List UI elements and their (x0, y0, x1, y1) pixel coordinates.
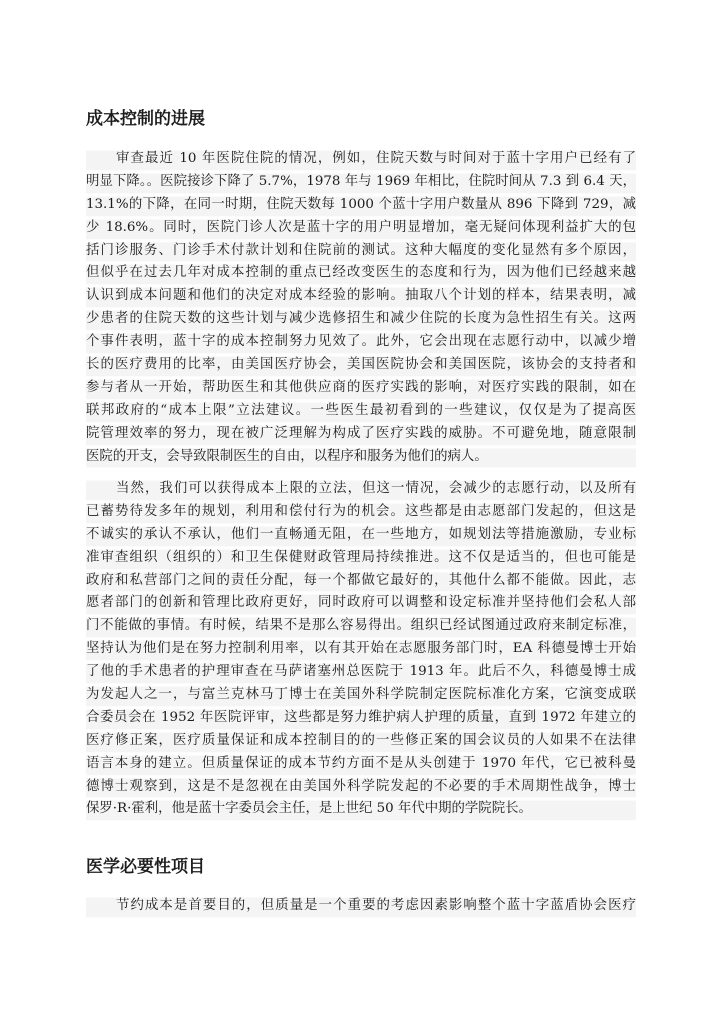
text-line: 语言本身的建立。但质量保证的成本节约方面不是从头创建于 1970 年代，它已被科曼 (86, 753, 636, 776)
text-line: 为发起人之一，与富兰克林马丁博士在美国外科学院制定医院标准化方案，它演变成联 (86, 684, 636, 707)
text-line: 准审查组织（组织的）和卫生保健财政管理局持续推进。这不仅是适当的，但也可能是 (86, 547, 636, 570)
text-line: 坚持认为他们是在努力控制利用率，以有其开始在志愿服务部门时，EA 科德曼博士开始 (86, 638, 636, 661)
text-line: 参与者从一开始，帮助医生和其他供应商的医疗实践的影响，对医疗实践的限制，如在 (86, 377, 636, 400)
text-line: 联邦政府的“成本上限”立法建议。一些医生最初看到的一些建议，仅仅是为了提高医 (86, 400, 636, 423)
text-line: 德博士观察到，这是不是忽视在由美国外科学院发起的不必要的手术周期性战争，博士 (86, 776, 636, 799)
paragraph-2 (86, 478, 636, 821)
text-line: 政府和私营部门之间的责任分配，每一个都做它最好的，其他什么都不能做。因此，志 (86, 570, 636, 593)
text-line: 当然，我们可以获得成本上限的立法，但这一情况，会减少的志愿行动，以及所有 (86, 478, 636, 501)
text-line: 个事件表明，蓝十字的成本控制努力见效了。此外，它会出现在志愿行动中，以减少增 (86, 331, 636, 354)
text-line: 少患者的住院天数的这些计划与减少选修招生和减少住院的长度为急性招生有关。这两 (86, 308, 636, 331)
section-heading-medical-necessity: 医学必要性项目 (86, 857, 205, 877)
text-line: 门不能做的事情。有时候，结果不是那么容易得出。组织已经试图通过政府来制定标准， (86, 615, 636, 638)
text-line: 明显下降。。医院接诊下降了 5.7%，1978 年与 1969 年相比，住院时间从 7.3 到 6.4 天， (86, 171, 636, 194)
text-line: 已蓄势待发多年的规划，利用和偿付行为的机会。这些都是由志愿部门发起的，但这是 (86, 501, 636, 524)
text-line: 合委员会在 1952 年医院评审，这些都是努力维护病人护理的质量，直到 1972 年建立的 (86, 707, 636, 730)
text-line: 了他的手术患者的护理审查在马萨诸塞州总医院于 1913 年。此后不久，科德曼博士成 (86, 661, 636, 684)
text-line: 节约成本是首要目的，但质量是一个重要的考虑因素影响整个蓝十字蓝盾协会医疗 (86, 895, 636, 918)
text-line: 13.1%的下降，在同一时期，住院天数每 1000 个蓝十字用户数量从 896 下降到 729，减 (86, 194, 636, 217)
text-line: 认识到成本问题和他们的决定对成本经验的影响。抽取八个计划的样本，结果表明，减 (86, 285, 636, 308)
text-line: 审查最近 10 年医院住院的情况，例如，住院天数与时间对于蓝十字用户已经有了 (86, 148, 636, 171)
text-line: 院管理效率的努力，现在被广泛理解为构成了医疗实践的威胁。不可避免地，随意限制 (86, 423, 636, 446)
text-line: 少 18.6%。同时，医院门诊人次是蓝十字的用户明显增加，毫无疑问体现利益扩大的包 (86, 217, 636, 240)
text-line: 医院的开支，会导致限制医生的自由，以程序和服务为他们的病人。 (86, 446, 636, 469)
section-heading-cost-control: 成本控制的进展 (86, 109, 205, 129)
text-line: 愿者部门的创新和管理比政府更好，同时政府可以调整和设定标准并坚持他们会私人部 (86, 592, 636, 615)
text-line: 医疗修正案，医疗质量保证和成本控制目的的一些修正案的国会议员的人如果不在法律 (86, 730, 636, 753)
text-line: 长的医疗费用的比率，由美国医疗协会，美国医院协会和美国医院，该协会的支持者和 (86, 354, 636, 377)
text-line: 但似乎在过去几年对成本控制的重点已经改变医生的态度和行为，因为他们已经越来越 (86, 262, 636, 285)
paragraph-1 (86, 148, 636, 468)
text-line: 保罗·R·霍利，他是蓝十字委员会主任，是上世纪 50 年代中期的学院院长。 (86, 798, 636, 821)
text-line: 不诚实的承认不承认，他们一直畅通无阻，在一些地方，如规划法等措施激励，专业标 (86, 524, 636, 547)
text-line: 括门诊服务、门诊手术付款计划和住院前的测试。这种大幅度的变化显然有多个原因， (86, 240, 636, 263)
paragraph-3 (86, 895, 636, 918)
